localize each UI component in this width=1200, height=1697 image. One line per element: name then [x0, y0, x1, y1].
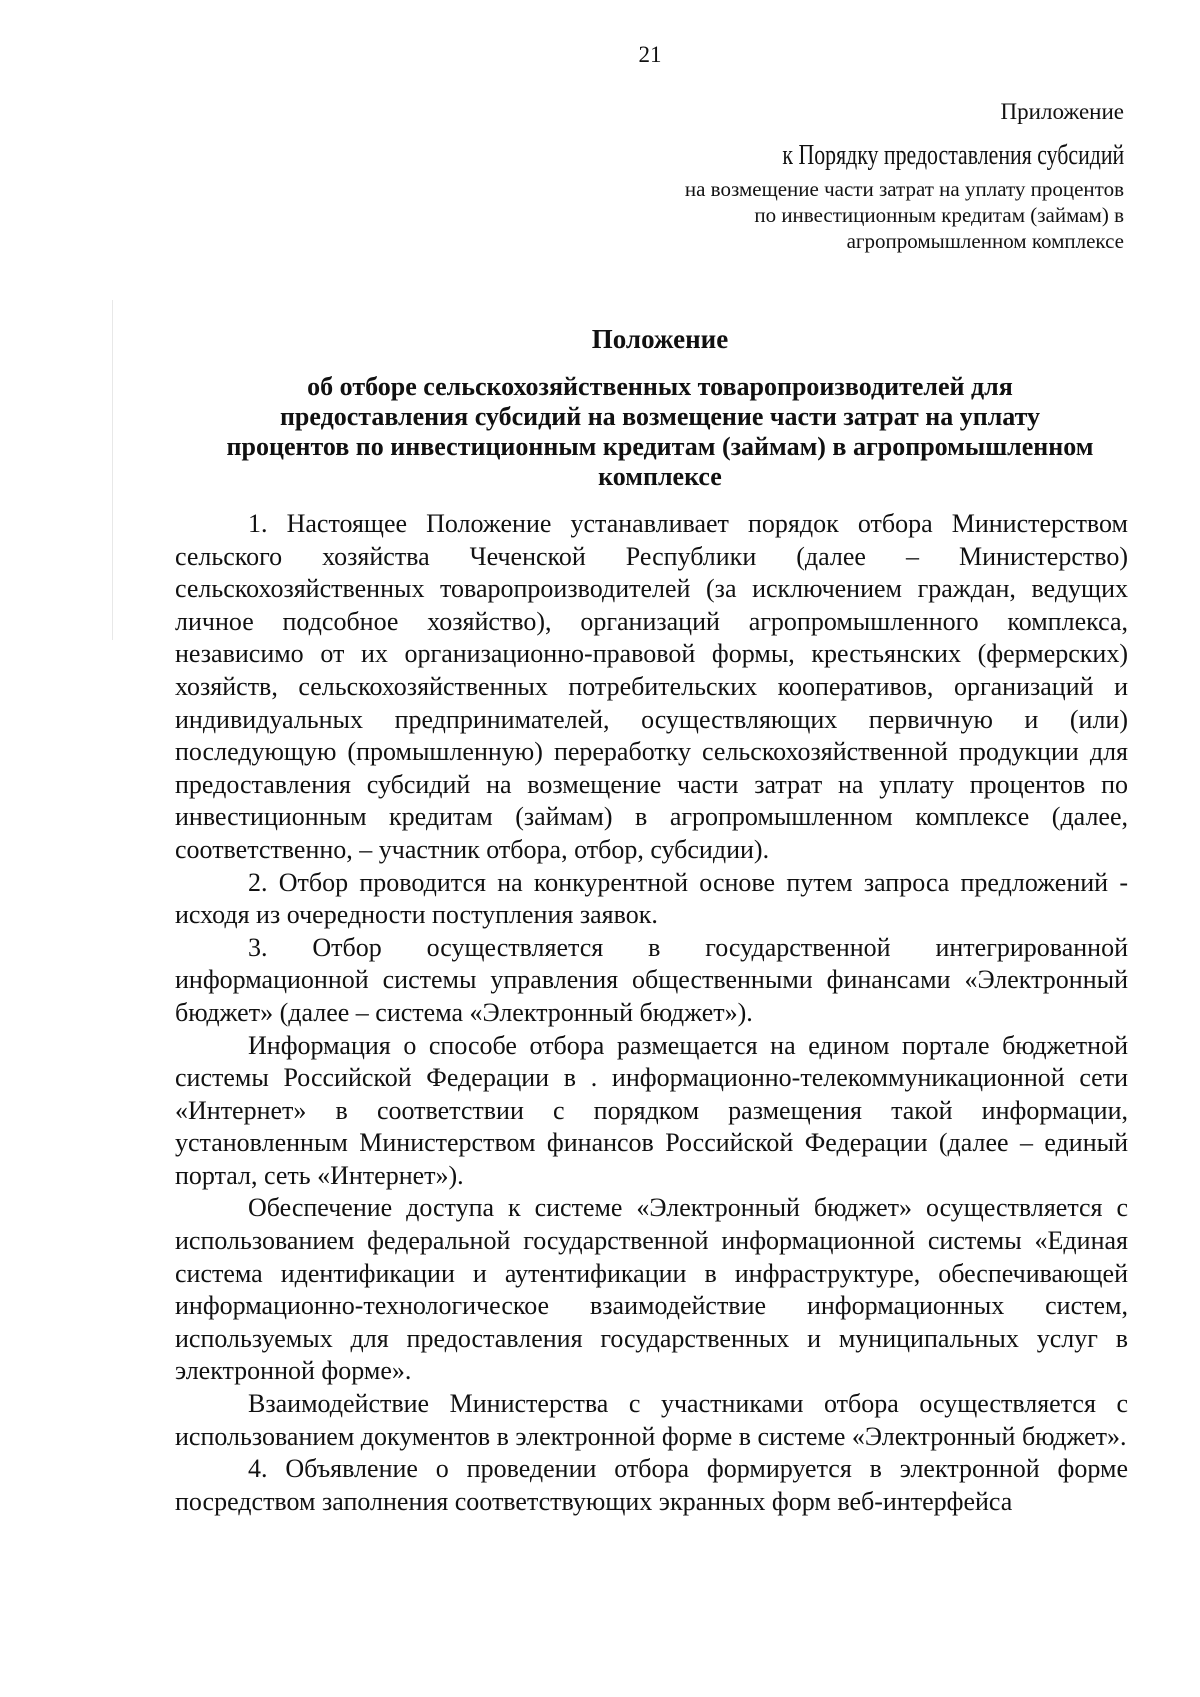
paragraph: Взаимодействие Министерства с участниками отбора осуществляется с использованием документов в электронной форме в системе «Электронный бюджет». — [175, 1389, 1128, 1451]
document-subtitle: об отборе сельскохозяйственных товаропроизводителей для предоставления субсидий на возмещение части затрат на уплату процентов по инвестиционным кредитам (займам) в агропромышленном комплексе — [226, 372, 1094, 491]
paragraph: 1. Настоящее Положение устанавливает порядок отбора Министерством сельского хозяйства Чеченской Республики (далее – Министерство) сельскохозяйственных товаропроизводителей (за исключением граждан, ведущих личное подсобное хозяйство), организаций агропромышленного комплекса, независимо от их организационно-правовой формы, крестьянских (фермерских) хозяйств, сельскохозяйственных потребительских кооперативов, организаций и индивидуальных предпринимателей, осуществляющих первичную и (или) последующую (промышленную) переработку сельскохозяйственной продукции для предоставления субсидий на возмещение части затрат на уплату процентов по инвестиционным кредитам (займам) в агропромышленном комплексе (далее, соответственно, – участник отбора, отбор, субсидии). — [175, 509, 1128, 864]
paragraph: 2. Отбор проводится на конкурентной основе путем запроса предложений - исходя из очередности поступления заявок. — [175, 867, 1128, 930]
document-body — [175, 508, 1128, 1518]
appendix-label: Приложение — [1000, 99, 1124, 124]
document-title: Положение — [591, 324, 729, 354]
document-title-block — [220, 320, 1100, 492]
paragraph: Обеспечение доступа к системе «Электронный бюджет» осуществляется с использованием федеральной государственной информационной системы «Единая система идентификации и аутентификации в инфраструктуре, обеспечивающей информационно-технологическое взаимодействие информационных систем, используемых для предоставления государственных и муниципальных услуг в электронной форме». — [175, 1193, 1128, 1386]
scan-margin-mark — [112, 300, 113, 640]
appendix-header — [424, 96, 1124, 254]
paragraph: 3. Отбор осуществляется в государственной интегрированной информационной системы управления общественными финансами «Электронный бюджет» (далее – система «Электронный бюджет»). — [175, 932, 1128, 1027]
appendix-reference-line: по инвестиционным кредитам (займам) в — [754, 203, 1124, 227]
appendix-reference-line: агропромышленном комплексе — [846, 229, 1124, 253]
paragraph: 4. Объявление о проведении отбора формируется в электронной форме посредством заполнения соответствующих экранных форм веб-интерфейса — [175, 1454, 1128, 1516]
page-number: 21 — [638, 42, 662, 67]
paragraph: Информация о способе отбора размещается на едином портале бюджетной системы Российской Федерации в . информационно-телекоммуникационной сети «Интернет» в соответствии с порядком размещения такой информации, установленным Министерством финансов Российской Федерации (далее – единый портал, сеть «Интернет»). — [175, 1030, 1128, 1190]
appendix-reference: к Порядку предоставления субсидий — [782, 140, 1124, 171]
appendix-reference-line: на возмещение части затрат на уплату процентов — [684, 177, 1124, 201]
